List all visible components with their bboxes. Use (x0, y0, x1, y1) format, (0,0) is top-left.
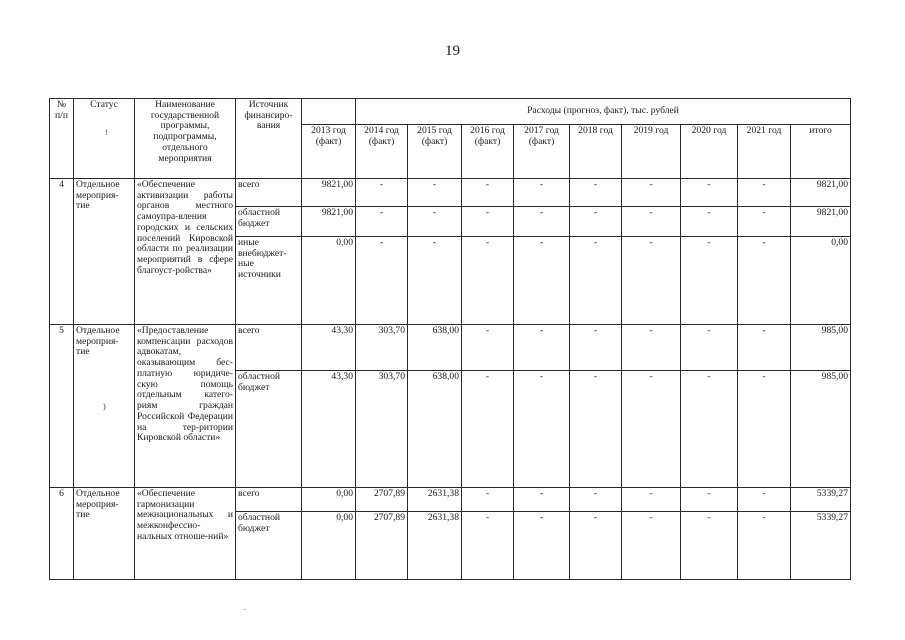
total-cell: 985,00 (791, 371, 851, 488)
header-year-2021: 2021 год (738, 125, 791, 179)
value-cell: - (570, 488, 622, 512)
value-cell: - (462, 237, 514, 325)
header-expenses: Расходы (прогноз, факт), тыс. рублей (356, 99, 851, 125)
value-cell: 303,70 (356, 371, 408, 488)
total-cell: 0,00 (791, 237, 851, 325)
header-total: итого (791, 125, 851, 179)
value-cell: - (462, 512, 514, 580)
scan-mark: ! (105, 128, 108, 137)
financing-source: всего (236, 488, 302, 512)
value-cell: - (570, 207, 622, 237)
value-cell: - (356, 237, 408, 325)
value-cell: - (462, 207, 514, 237)
row-number: 5 (50, 325, 74, 488)
header-num: № п/п (50, 99, 74, 179)
budget-table (49, 98, 851, 580)
header-name: Наименование государственной программы, подпрограммы, отдельного мероприятия (135, 99, 236, 179)
value-cell: - (570, 237, 622, 325)
value-cell: - (681, 488, 738, 512)
row-number: 4 (50, 179, 74, 325)
row-name: «Обеспечение гармонизации межнациональных и межконфессио-нальных отноше-ний» (135, 488, 236, 580)
financing-source: всего (236, 179, 302, 207)
table-row (50, 179, 851, 207)
value-cell: - (462, 325, 514, 371)
value-cell: 9821,00 (302, 207, 356, 237)
total-cell: 9821,00 (791, 207, 851, 237)
value-cell: - (514, 325, 570, 371)
header-year-2016: 2016 год (факт) (462, 125, 514, 179)
value-cell: - (514, 512, 570, 580)
header-year-2020: 2020 год (681, 125, 738, 179)
financing-source: областной бюджет (236, 512, 302, 580)
row-name: «Обеспечение активизации работы органов местного самоупра-вления городских и сельских поселений Кировской области по реализации мероприятий в сфере благоуст-ройства» (135, 179, 236, 325)
value-cell: - (514, 237, 570, 325)
value-cell: 2707,89 (356, 488, 408, 512)
value-cell: - (462, 179, 514, 207)
header-year-2019: 2019 год (622, 125, 681, 179)
value-cell: - (622, 179, 681, 207)
value-cell: - (514, 179, 570, 207)
header-status: Статус (74, 99, 135, 179)
value-cell: - (570, 325, 622, 371)
financing-source: областной бюджет (236, 371, 302, 488)
total-cell: 5339,27 (791, 488, 851, 512)
scan-mark: . (244, 603, 246, 612)
value-cell: - (622, 325, 681, 371)
header-year-2014: 2014 год (факт) (356, 125, 408, 179)
row-status: Отдельное мероприя-тие (74, 325, 135, 488)
financing-source: областной бюджет (236, 207, 302, 237)
value-cell: - (570, 179, 622, 207)
value-cell: - (681, 371, 738, 488)
table-row (50, 325, 851, 371)
value-cell: 0,00 (302, 512, 356, 580)
value-cell: 303,70 (356, 325, 408, 371)
value-cell: 43,30 (302, 371, 356, 488)
header-year-2015: 2015 год (факт) (408, 125, 462, 179)
value-cell: - (622, 371, 681, 488)
value-cell: 43,30 (302, 325, 356, 371)
value-cell: - (408, 207, 462, 237)
value-cell: - (622, 512, 681, 580)
financing-source: всего (236, 325, 302, 371)
value-cell: - (622, 207, 681, 237)
total-cell: 9821,00 (791, 179, 851, 207)
value-cell: - (681, 512, 738, 580)
row-name: «Предоставление компенсации расходов адвокатам, оказывающим бес-платную юридиче-скую помощь отдельным катего-риям граждан Российской Федерации на тер-ритории Кировской области» (135, 325, 236, 488)
value-cell: - (738, 179, 791, 207)
table-body (50, 179, 851, 580)
value-cell: 0,00 (302, 488, 356, 512)
value-cell: - (356, 207, 408, 237)
value-cell: 9821,00 (302, 179, 356, 207)
value-cell: - (738, 512, 791, 580)
value-cell: - (681, 207, 738, 237)
value-cell: - (738, 325, 791, 371)
table-row (50, 488, 851, 512)
row-number: 6 (50, 488, 74, 580)
value-cell: - (408, 237, 462, 325)
total-cell: 5339,27 (791, 512, 851, 580)
total-cell: 985,00 (791, 325, 851, 371)
value-cell: - (681, 325, 738, 371)
value-cell: - (622, 488, 681, 512)
header-blank (302, 99, 356, 125)
value-cell: 638,00 (408, 325, 462, 371)
value-cell: - (622, 237, 681, 325)
value-cell: - (738, 488, 791, 512)
value-cell: - (681, 179, 738, 207)
value-cell: 2631,38 (408, 512, 462, 580)
value-cell: - (408, 179, 462, 207)
value-cell: - (570, 371, 622, 488)
row-status: Отдельное мероприя-тие (74, 488, 135, 580)
value-cell: - (356, 179, 408, 207)
value-cell: - (738, 237, 791, 325)
value-cell: - (570, 512, 622, 580)
value-cell: 0,00 (302, 237, 356, 325)
scan-mark: ) (103, 402, 106, 411)
value-cell: 2631,38 (408, 488, 462, 512)
value-cell: - (514, 207, 570, 237)
page-number: 19 (445, 43, 460, 59)
value-cell: - (514, 371, 570, 488)
value-cell: - (462, 371, 514, 488)
value-cell: 2707,89 (356, 512, 408, 580)
value-cell: - (514, 488, 570, 512)
header-source: Источник финансиро-вания (236, 99, 302, 179)
value-cell: 638,00 (408, 371, 462, 488)
value-cell: - (738, 371, 791, 488)
financing-source: иные внебюджет-ные источники (236, 237, 302, 325)
row-status: Отдельное мероприя-тие (74, 179, 135, 325)
value-cell: - (738, 207, 791, 237)
header-year-2018: 2018 год (570, 125, 622, 179)
value-cell: - (462, 488, 514, 512)
header-year-2017: 2017 год (факт) (514, 125, 570, 179)
value-cell: - (681, 237, 738, 325)
header-year-2013: 2013 год (факт) (302, 125, 356, 179)
